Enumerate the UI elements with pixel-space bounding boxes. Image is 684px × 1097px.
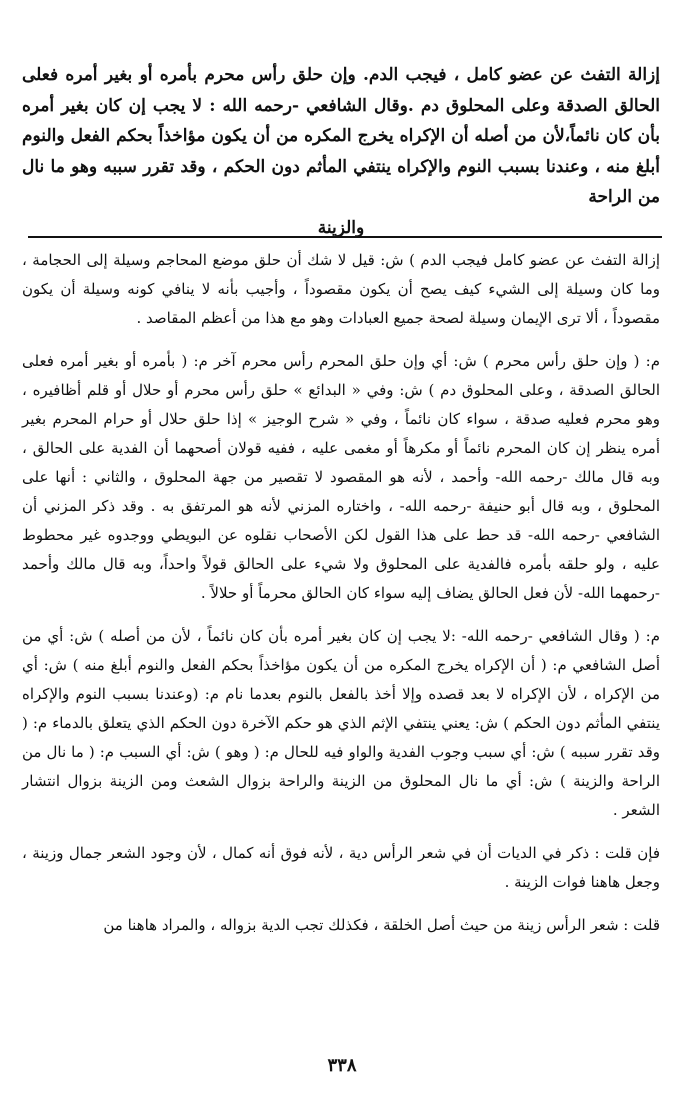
commentary-paragraph: م: ( وإن حلق رأس محرم ) ش: أي وإن حلق المحرم رأس محرم آخر م: ( بأمره أو بغير أمره فعلى الحالق الصدقة ، وعلى المحلوق دم ) ش: وفي « البدائع » حلق رأس محرم أو حلال أو قلم أظافيره ، وهو محرم فعليه صدقة ، سواء كان نائماً ، وفي « شرح الوجيز » إذا حلق حلال أو حرام المحرم بغير أمره ينظر إن كان المحرم نائماً أو مكرهاً أو مغمى عليه ، ففيه قولان أصحهما أن الفدية على الحالق ، وبه قال مالك -رحمه الله- وأحمد ، لأنه هو المقصود لا تقصير من جهة المحلوق ، والثاني : أنها على المحلوق ، وبه قال أبو حنيفة -رحمه الله- ، واختاره المزني لأنه هو المرتفق به . وقد ذكر المزني أن الشافعي -رحمه الله- قد حط على هذا القول لكن الأصحاب نقلوه عن البويطي ووجدوه غير محطوط عليه ، ولو حلقه بأمره فالفدية على المحلوق ولا شيء على الحالق قولاً واحداً، وبه قال مالك وأحمد -رحمهما الله- لأن فعل الحالق يضاف إليه سواء كان الحالق محرماً أو حلالاً . bbox=[22, 352, 660, 602]
page-number: ٣٣٨ bbox=[327, 1055, 357, 1076]
commentary-paragraph: م: ( وقال الشافعي -رحمه الله- :لا يجب إن كان بغير أمره بأن كان نائماً ، لأن من أصله ) ش: أي من أصل الشافعي م: ( أن الإكراه يخرج المكره من أن يكون مؤاخذاً بحكم الفعل والنوم أبلغ منه ) ش: أي من الإكراه ، لأن الإكراه لا بعد قصده وإلا أخذ بالفعل بالنوم بعدما نام م: (وعندنا بسبب النوم والإكراه ينتفي المأثم دون الحكم ) ش: يعني ينتفي الإثم الذي هو حكم الآخرة دون الحكم الذي يتعلق بالدماء م: ( وقد تقرر سببه ) ش: أي سبب وجوب الفدية والواو فيه للحال م: ( وهو ) ش: أي السبب م: ( ما نال من الراحة والزينة ) ش: أي ما نال المحلوق من الزينة والراحة بزوال الشعث ومن الزينة بزوال انتشار الشعر . bbox=[22, 627, 660, 819]
main-text-body: إزالة التفث عن عضو كامل ، فيجب الدم. وإن حلق رأس محرم بأمره أو بغير أمره فعلى الحالق الصدقة وعلى المحلوق دم .وقال الشافعي -رحمه الله : لا يجب إن كان بغير أمره بأن كان نائماً،لأن من أصله أن الإكراه يخرج المكره من أن يكون مؤاخذاً بحكم الفعل والنوم أبلغ منه ، وعندنا بسبب النوم والإكراه ينتفي المأثم دون الحكم ، وقد تقرر سببه وهو ما نال من الراحة bbox=[22, 65, 660, 207]
commentary bbox=[22, 246, 660, 954]
commentary-paragraph: قلت : شعر الرأس زينة من حيث أصل الخلقة ، فكذلك تجب الدية بزواله ، والمراد هاهنا من bbox=[103, 916, 660, 934]
commentary-paragraph: فإن قلت : ذكر في الديات أن في شعر الرأس دية ، لأنه فوق أنه كمال ، لأن وجود الشعر جمال وزينة ، وجعل هاهنا فوات الزينة . bbox=[22, 844, 660, 891]
separator-rule bbox=[28, 236, 662, 238]
main-text-last-line: والزينة bbox=[317, 217, 365, 238]
commentary-paragraph: إزالة التفث عن عضو كامل فيجب الدم ) ش: قيل لا شك أن حلق موضع المحاجم وسيلة إلى الحجامة ، وما كان وسيلة إلى الشيء كيف يصح أن يكون مقصوداً ، وأجيب بأنه لا ينافي كونه وسيلة أن يكون مقصوداً ، ألا ترى الإيمان وسيلة لصحة جميع العبادات وهو مع هذا من أعظم المقاصد . bbox=[22, 251, 660, 327]
main-text bbox=[22, 60, 660, 243]
